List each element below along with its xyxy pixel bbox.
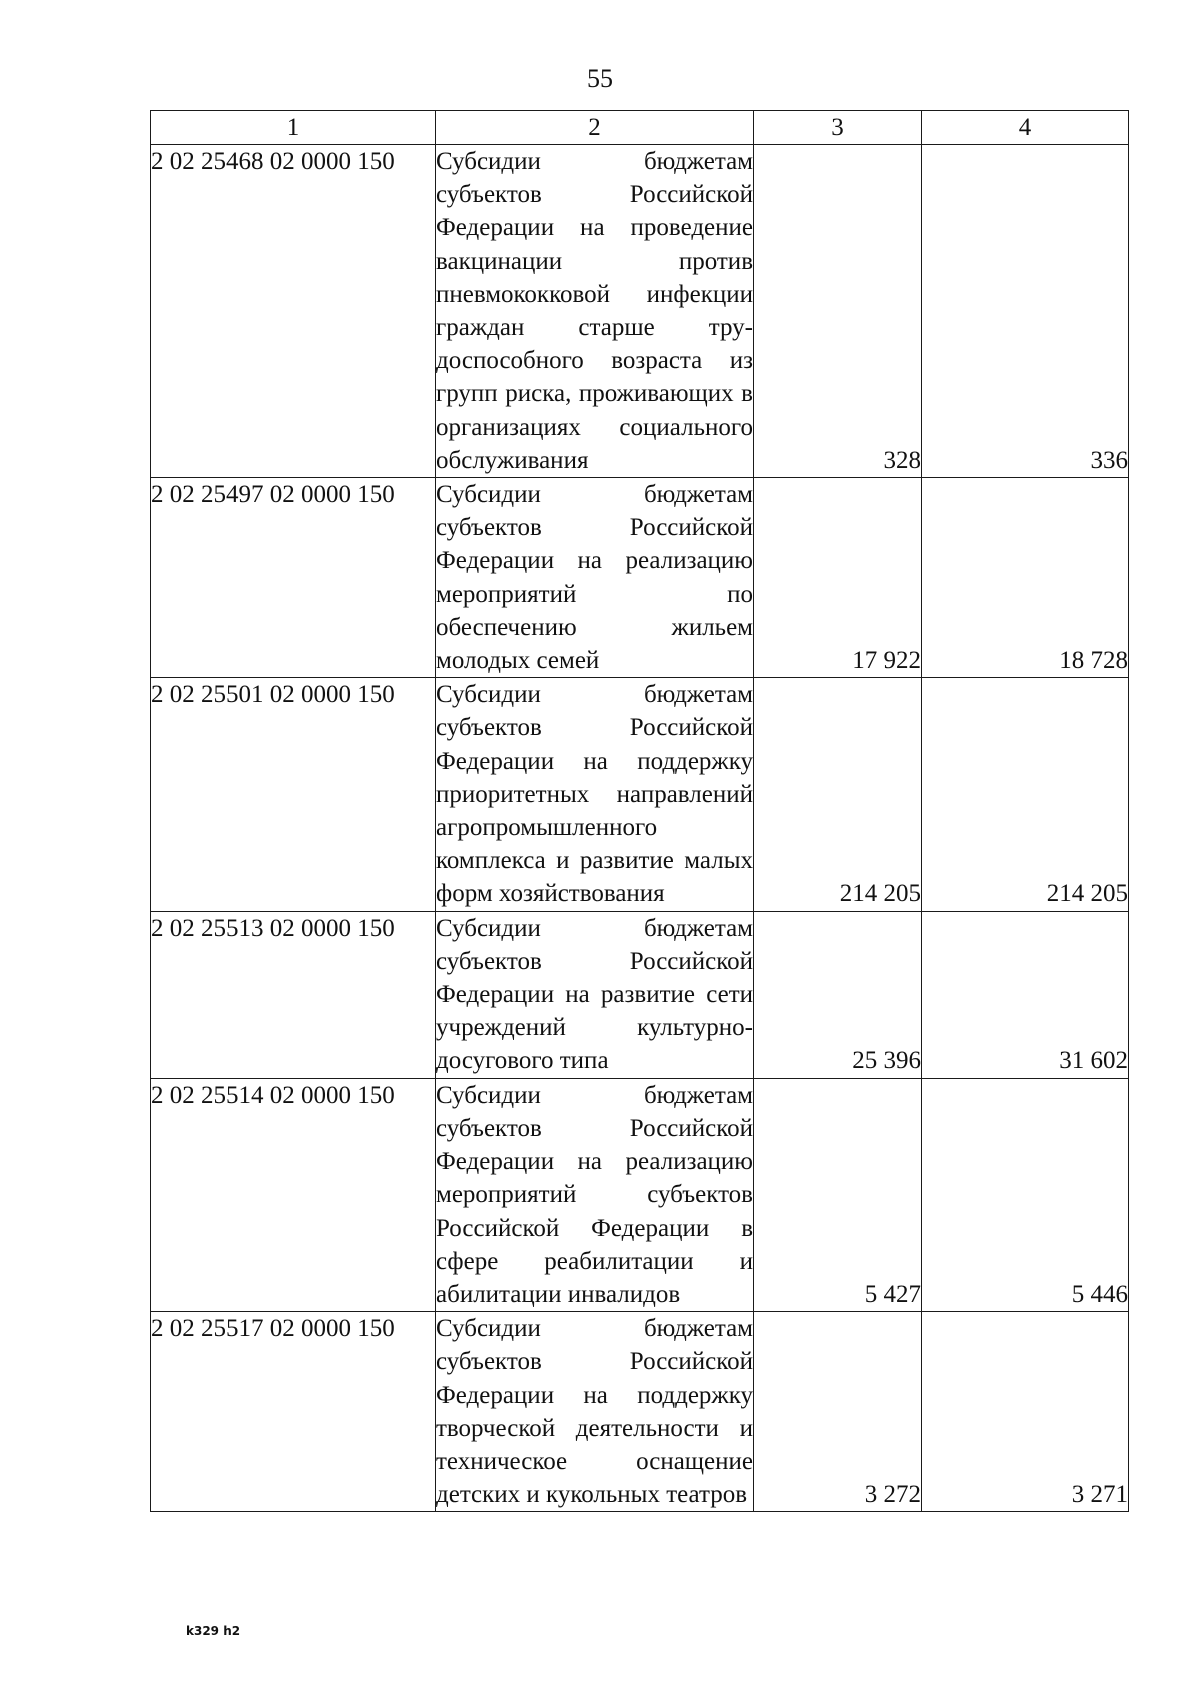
header-col-4: 4 — [922, 111, 1129, 145]
header-col-1: 1 — [151, 111, 436, 145]
header-col-2: 2 — [436, 111, 754, 145]
footer-document-code: k329 h2 — [186, 1624, 241, 1638]
table-body — [151, 145, 1129, 1512]
table-header — [151, 111, 1129, 145]
row-description: Субсидии бюджетам субъектов Российской Федерации на проведение вакцинации против пневмококковой инфекции граждан старше трудоспособного возраста из групп риска, проживающих в организациях социального обслуживания — [436, 145, 754, 478]
row-value-col3: 3 272 — [754, 1312, 922, 1512]
row-value-col4: 5 446 — [922, 1078, 1129, 1311]
row-value-col3: 17 922 — [754, 478, 922, 678]
budget-table — [150, 110, 1129, 1512]
table-row — [151, 1078, 1129, 1311]
row-value-col3: 5 427 — [754, 1078, 922, 1311]
row-description: Субсидии бюджетам субъектов Российской Федерации на поддержку творческой деятельности и техническое оснащение детских и кукольных театров — [436, 1312, 754, 1512]
row-value-col4: 18 728 — [922, 478, 1129, 678]
row-value-col4: 214 205 — [922, 678, 1129, 911]
table-row — [151, 145, 1129, 478]
row-code: 2 02 25497 02 0000 150 — [151, 478, 436, 678]
row-value-col3: 25 396 — [754, 911, 922, 1078]
header-col-3: 3 — [754, 111, 922, 145]
row-value-col4: 31 602 — [922, 911, 1129, 1078]
table-row — [151, 911, 1129, 1078]
row-description: Субсидии бюджетам субъектов Российской Федерации на развитие сети учреждений культурно-досугового типа — [436, 911, 754, 1078]
row-code: 2 02 25513 02 0000 150 — [151, 911, 436, 1078]
row-code: 2 02 25501 02 0000 150 — [151, 678, 436, 911]
row-code: 2 02 25514 02 0000 150 — [151, 1078, 436, 1311]
table-row — [151, 1312, 1129, 1512]
row-value-col4: 3 271 — [922, 1312, 1129, 1512]
table-row — [151, 678, 1129, 911]
row-code: 2 02 25468 02 0000 150 — [151, 145, 436, 478]
row-value-col3: 328 — [754, 145, 922, 478]
row-description: Субсидии бюджетам субъектов Российской Федерации на поддержку приоритетных направлений агропромышленного комплекса и развитие малых форм хозяйствования — [436, 678, 754, 911]
row-value-col3: 214 205 — [754, 678, 922, 911]
row-value-col4: 336 — [922, 145, 1129, 478]
row-description: Субсидии бюджетам субъектов Российской Федерации на реализацию мероприятий субъектов Российской Федерации в сфере реабилитации и абилитации инвалидов — [436, 1078, 754, 1311]
header-row — [151, 111, 1129, 145]
page-number: 55 — [587, 64, 613, 93]
table-row — [151, 478, 1129, 678]
row-description: Субсидии бюджетам субъектов Российской Федерации на реализацию мероприятий по обеспечению жильем молодых семей — [436, 478, 754, 678]
row-code: 2 02 25517 02 0000 150 — [151, 1312, 436, 1512]
